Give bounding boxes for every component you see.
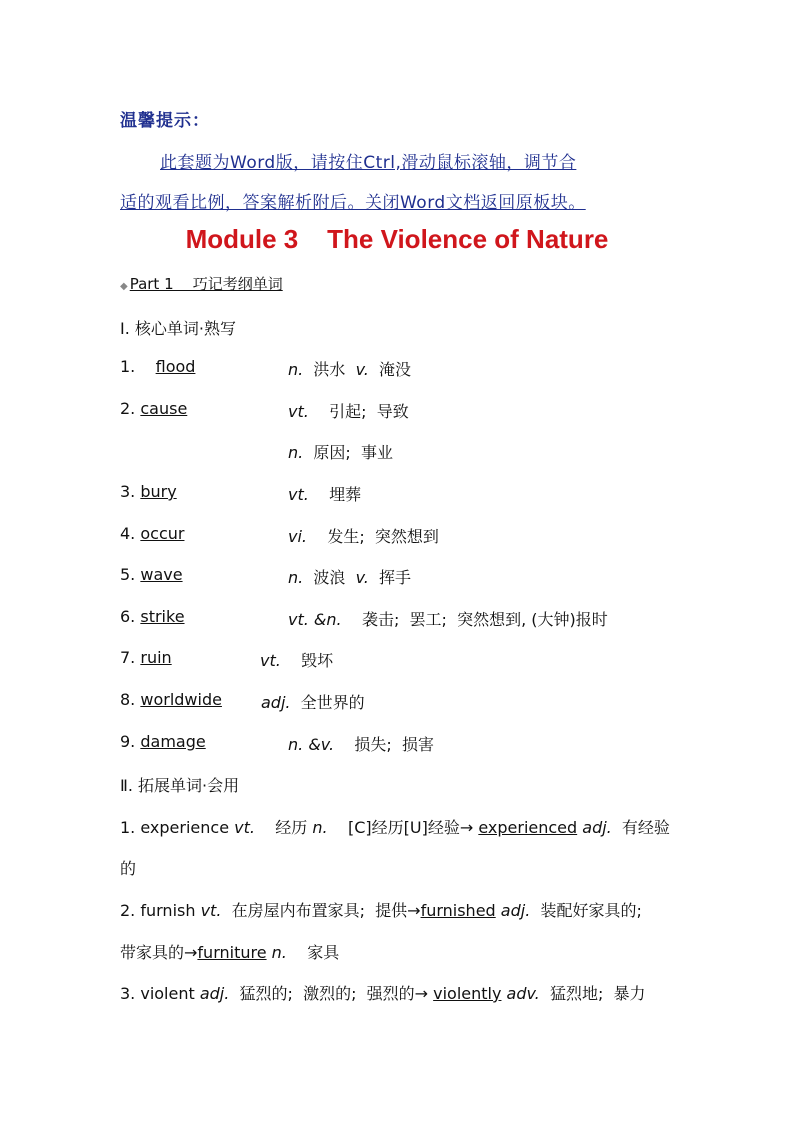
word-row-9: 9. damage n. &v. 损失; 损害 bbox=[120, 732, 434, 754]
word-row-4: 4. occur vi. 发生; 突然想到 bbox=[120, 524, 439, 546]
notice-line-1: 此套题为Word版，请按住Ctrl,滑动鼠标滚轴，调节合 bbox=[160, 153, 577, 173]
expand-item-1-cont: 的 bbox=[120, 859, 137, 878]
word-row-6: 6. strike vt. &n. 袭击; 罢工; 突然想到, (大钟)报时 bbox=[120, 607, 608, 629]
word-row-8: 8. worldwide adj. 全世界的 bbox=[120, 690, 365, 712]
answer-furnished: furnished bbox=[420, 901, 496, 920]
document-page: 温馨提示： 此套题为Word版，请按住Ctrl,滑动鼠标滚轴，调节合 适的观看比例，答案解析附后。关闭Word文档返回原板块。 Module 3 The Violence of Nature ◆ Part 1 巧记考纲单词 Ⅰ. 核心单词·熟写 1. flood n. 洪水 v. 淹没 2. cause vt. 引起; 导致 n. 原因; 事业 3. bury vt. 埋葬 4. occur vi. 发生; 突然想到 5. wave n. 波浪 v. 挥手 6. strike vt. &n. 袭击; 罢工; 突然想到, (大钟)报时 7. ruin vt. 毁坏 8. worldwide adj. 全世界的 9. damage n. &v. 损失; 损害 Ⅱ. 拓展单词·会用 1. experience vt. 经历 n. [C]经历[U]经验→ experienced adj. 有经验 的 2. furnish vt. 在房屋内布置家具; 提供→furnished adj. 装配好家具的; 带家具的→furniture n. 家具 3. violent adj. 猛烈的; 激烈的; 强烈的→ violently adv. 猛烈地; 暴力 bbox=[0, 0, 794, 1123]
module-title: Module 3 The Violence of Nature bbox=[185, 224, 609, 254]
expand-item-2: 2. furnish vt. 在房屋内布置家具; 提供→furnished adj. 装配好家具的; bbox=[120, 901, 642, 920]
section-extended-words: Ⅱ. 拓展单词·会用 bbox=[120, 776, 240, 795]
expand-item-1: 1. experience vt. 经历 n. [C]经历[U]经验→ experienced adj. 有经验 bbox=[120, 818, 670, 837]
vocab-word: wave bbox=[140, 565, 183, 584]
answer-furniture: furniture bbox=[197, 943, 267, 962]
diamond-bullet-icon: ◆ bbox=[120, 281, 128, 292]
vocab-word: damage bbox=[140, 732, 206, 751]
vocab-word: occur bbox=[140, 524, 185, 543]
vocab-word: flood bbox=[155, 357, 196, 376]
word-row-3: 3. bury vt. 埋葬 bbox=[120, 482, 362, 504]
notice-line-2: 适的观看比例，答案解析附后。关闭Word文档返回原板块。 bbox=[120, 193, 586, 213]
word-row-7: 7. ruin vt. 毁坏 bbox=[120, 648, 334, 670]
expand-item-3: 3. violent adj. 猛烈的; 激烈的; 强烈的→ violently adv. 猛烈地; 暴力 bbox=[120, 984, 646, 1003]
vocab-word: strike bbox=[140, 607, 185, 626]
part-heading bbox=[120, 273, 283, 294]
part-label: Part 1 巧记考纲单词 bbox=[129, 275, 283, 293]
answer-experienced: experienced bbox=[478, 818, 578, 837]
expand-item-2-cont: 带家具的→furniture n. 家具 bbox=[120, 943, 340, 962]
section-core-words: Ⅰ. 核心单词·熟写 bbox=[120, 319, 236, 338]
vocab-word: bury bbox=[140, 482, 177, 501]
notice-title: 温馨提示： bbox=[120, 111, 210, 131]
answer-violently: violently bbox=[433, 984, 502, 1003]
vocab-word: worldwide bbox=[140, 690, 222, 709]
word-row-2: 2. cause vt. 引起; 导致 bbox=[120, 399, 409, 421]
vocab-word: ruin bbox=[140, 648, 172, 667]
word-row-1: 1. flood n. 洪水 v. 淹没 bbox=[120, 357, 412, 379]
word-row-5: 5. wave n. 波浪 v. 挥手 bbox=[120, 565, 412, 587]
vocab-word: cause bbox=[140, 399, 188, 418]
